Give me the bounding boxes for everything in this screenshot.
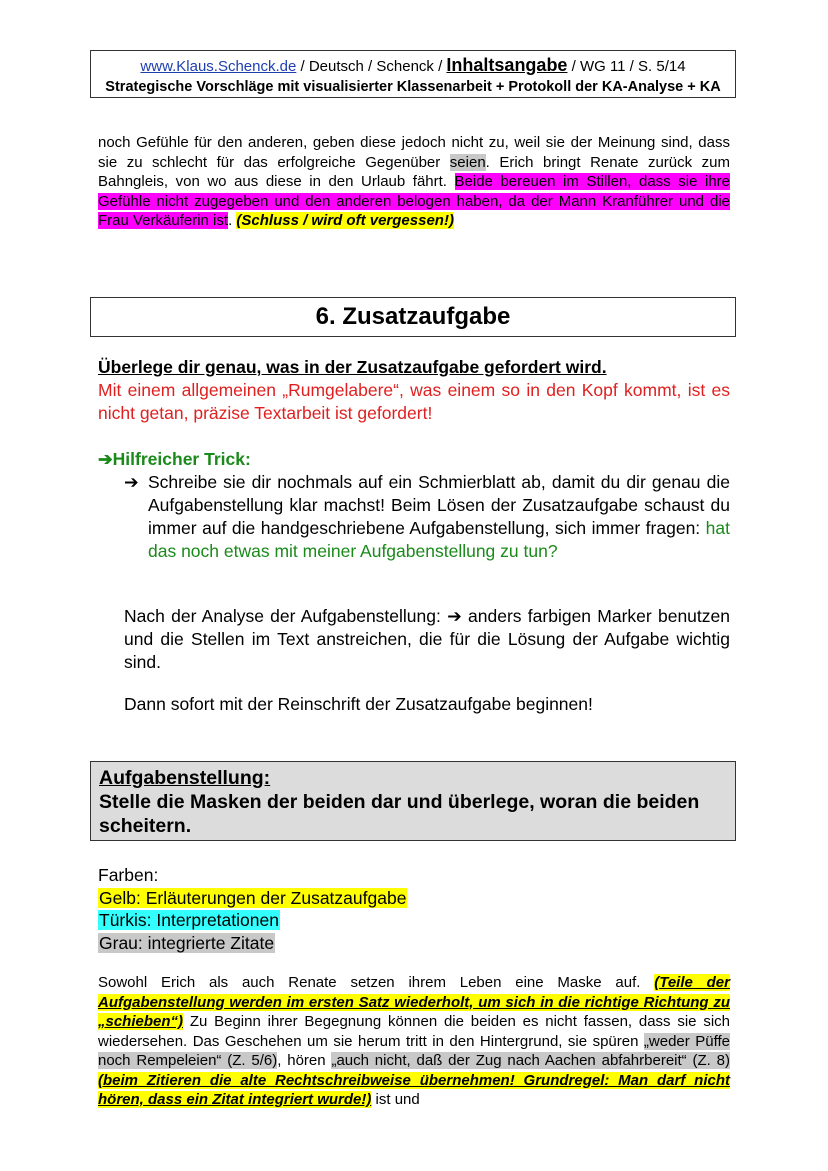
trick-title: ➔Hilfreicher Trick: (98, 449, 251, 469)
trick-block (98, 448, 730, 563)
trick-question: hat das noch etwas mit meiner Aufgabenstellung zu tun? (148, 518, 730, 561)
yellow-note: (beim Zitieren die alte Rechtschreibweise übernehmen! Grundregel: Man darf nicht hören, dass ein Zitat integriert wurde!) (98, 1071, 730, 1108)
trick-item: ➔ Schreibe sie dir nochmals auf ein Schmierblatt ab, damit du dir genau die Aufgabenstellung klar machst! Beim Lösen der Zusatzaufgabe schaust du immer auf die handgeschriebene Aufgabenstellung, sich immer fragen: hat das noch etwas mit meiner Aufgabenstellung zu tun? (124, 472, 730, 561)
task-text: Stelle die Masken der beiden dar und überlege, woran die beiden scheitern. (99, 791, 700, 837)
start-paragraph: Dann sofort mit der Reinschrift der Zusatzaufgabe beginnen! (124, 694, 593, 714)
task-box (90, 761, 736, 841)
site-link[interactable]: www.Klaus.Schenck.de (140, 58, 297, 75)
legend-gray: Grau: integrierte Zitate (99, 932, 275, 953)
arrow-icon: ➔ (124, 472, 139, 492)
intro-warning: Mit einem allgemeinen „Rumgelabere“, was einem so in den Kopf kommt, ist es nicht getan, präzise Textarbeit ist gefordert! (98, 380, 730, 423)
quote-highlight: „auch nicht, daß der Zug nach Aachen abfahrbereit“ (Z. 8) (331, 1052, 730, 1069)
analysis-paragraph: Nach der Analyse der Aufgabenstellung: ➔ anders farbigen Marker benutzen und die Stellen im Text anstreichen, die für die Lösung der Aufgabe wichtig sind. (124, 606, 730, 672)
color-legend-label: Farben: (98, 865, 159, 885)
legend-cyan: Türkis: Interpretationen (99, 910, 279, 930)
yellow-note: (Schluss / wird oft vergessen!) (236, 212, 454, 229)
intro-heading: Überlege dir genau, was in der Zusatzaufgabe gefordert wird. (98, 357, 607, 377)
legend-yellow: Gelb: Erläuterungen der Zusatzaufgabe (99, 887, 407, 908)
task-label: Aufgabenstellung: (99, 767, 271, 789)
arrow-icon: ➔ (447, 606, 462, 626)
header-section: Inhaltsangabe (446, 55, 568, 75)
intro-block (98, 356, 730, 425)
header-path: www.Klaus.Schenck.de / Deutsch / Schenck / Inhaltsangabe / WG 11 / S. 5/14 (140, 55, 686, 75)
quote-highlight: „weder Püffe noch Rempeleien“ (Z. 5/6) (98, 1032, 730, 1069)
header-subtitle: Strategische Vorschläge mit visualisierter Klassenarbeit + Protokoll der KA-Analyse + KA (105, 79, 721, 95)
section-title: 6. Zusatzaufgabe (90, 297, 736, 337)
summary-ending-paragraph: noch Gefühle für den anderen, geben diese jedoch nicht zu, weil sie der Meinung sind, dass sie zu schlecht für das erfolgreiche Gegenüber seien. Erich bringt Renate zurück zum Bahngleis, von wo aus diese in den Urlaub fährt. Beide bereuen im Stillen, dass sie ihre Gefühle nicht zugegeben und den anderen belogen haben, da der Mann Kranführer und die Frau Verkäuferin ist. (Schluss / wird oft vergessen!) (98, 134, 731, 229)
magenta-highlight: Beide bereuen im Stillen, dass sie ihre Gefühle nicht zugegeben und den anderen belogen haben, da der Mann Kranführer und die Frau Verkäuferin ist (98, 173, 731, 229)
arrow-icon: ➔ (98, 449, 113, 469)
yellow-note: (Teile der Aufgabenstellung werden im ersten Satz wiederholt, um sich in die richtige Richtung zu „schieben“) (98, 974, 730, 1030)
essay-paragraph: Sowohl Erich als auch Renate setzen ihrem Leben eine Maske auf. (Teile der Aufgabenstellung werden im ersten Satz wiederholt, um sich in die richtige Richtung zu „schieben“) Zu Beginn ihrer Begegnung können die beiden es nicht fassen, dass sie sich wiedersehen. Das Geschehen um sie herum tritt in den Hintergrund, sie spüren „weder Püffe noch Rempeleien“ (Z. 5/6), hören „auch nicht, daß der Zug nach Aachen abfahrbereit“ (Z. 8) (beim Zitieren die alte Rechtschreibweise übernehmen! Grundregel: Man darf nicht hören, dass ein Zitat integriert wurde!) ist und (98, 974, 730, 1108)
page-header (90, 50, 736, 98)
quote-highlight: seien (449, 153, 486, 171)
color-legend (98, 864, 730, 954)
